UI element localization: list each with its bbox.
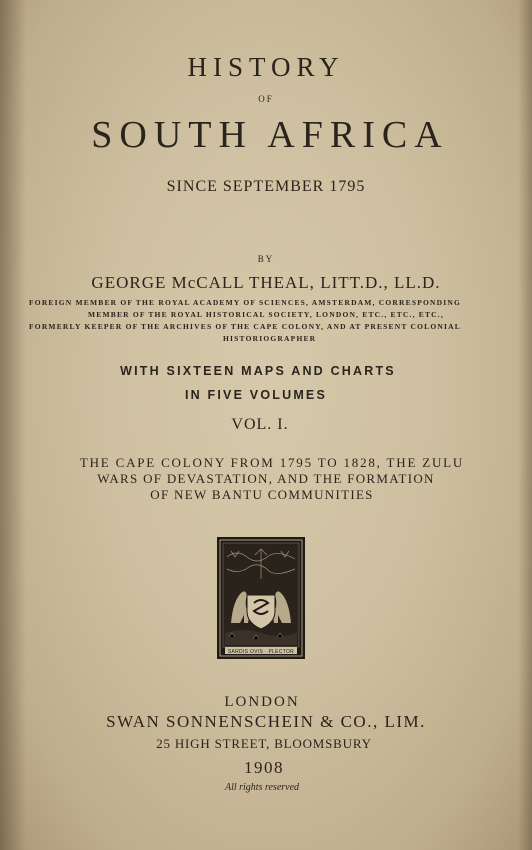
affiliation-line-4: HISTORIOGRAPHER [223, 334, 317, 343]
subtitle-line-2: WARS OF DEVASTATION, AND THE FORMATION [97, 471, 435, 486]
volume-number: VOL. I. [231, 416, 289, 433]
affiliation-line-1: FOREIGN MEMBER OF THE ROYAL ACADEMY OF SCIENCES, AMSTERDAM, CORRESPONDING [29, 298, 462, 307]
author-by: BY [257, 254, 275, 264]
publisher-address: 25 HIGH STREET, BLOOMSBURY [156, 736, 372, 751]
title-history: HISTORY [187, 52, 345, 82]
publisher-city: LONDON [224, 694, 300, 710]
title-since: SINCE SEPTEMBER 1795 [166, 178, 366, 195]
author-main: GEORGE McCALL THEAL, [91, 273, 315, 292]
volumes-note: IN FIVE VOLUMES [184, 388, 328, 402]
title-of: OF [258, 94, 274, 104]
rights-notice: All rights reserved [224, 782, 300, 793]
emblem-motto: SARDIS OVIS · PLECTOR [227, 649, 295, 655]
author-degrees: LITT.D., LL.D. [320, 273, 441, 292]
subtitle-line-1: THE CAPE COLONY FROM 1795 TO 1828, THE ZULU [79, 455, 465, 470]
subtitle-line-3: OF NEW BANTU COMMUNITIES [150, 487, 374, 502]
publication-year: 1908 [244, 758, 284, 777]
affiliation-line-2: MEMBER OF THE ROYAL HISTORICAL SOCIETY, LONDON, ETC., ETC., ETC., [88, 310, 444, 319]
author-name [0, 273, 532, 293]
publisher-emblem-icon [217, 537, 305, 659]
maps-note: WITH SIXTEEN MAPS AND CHARTS [120, 364, 396, 378]
title-south-africa: SOUTH AFRICA [91, 114, 449, 156]
publisher-name: SWAN SONNENSCHEIN & CO., LIM. [106, 712, 426, 731]
affiliation-line-3: FORMERLY KEEPER OF THE ARCHIVES OF THE CAPE COLONY, AND AT PRESENT COLONIAL [29, 322, 461, 331]
